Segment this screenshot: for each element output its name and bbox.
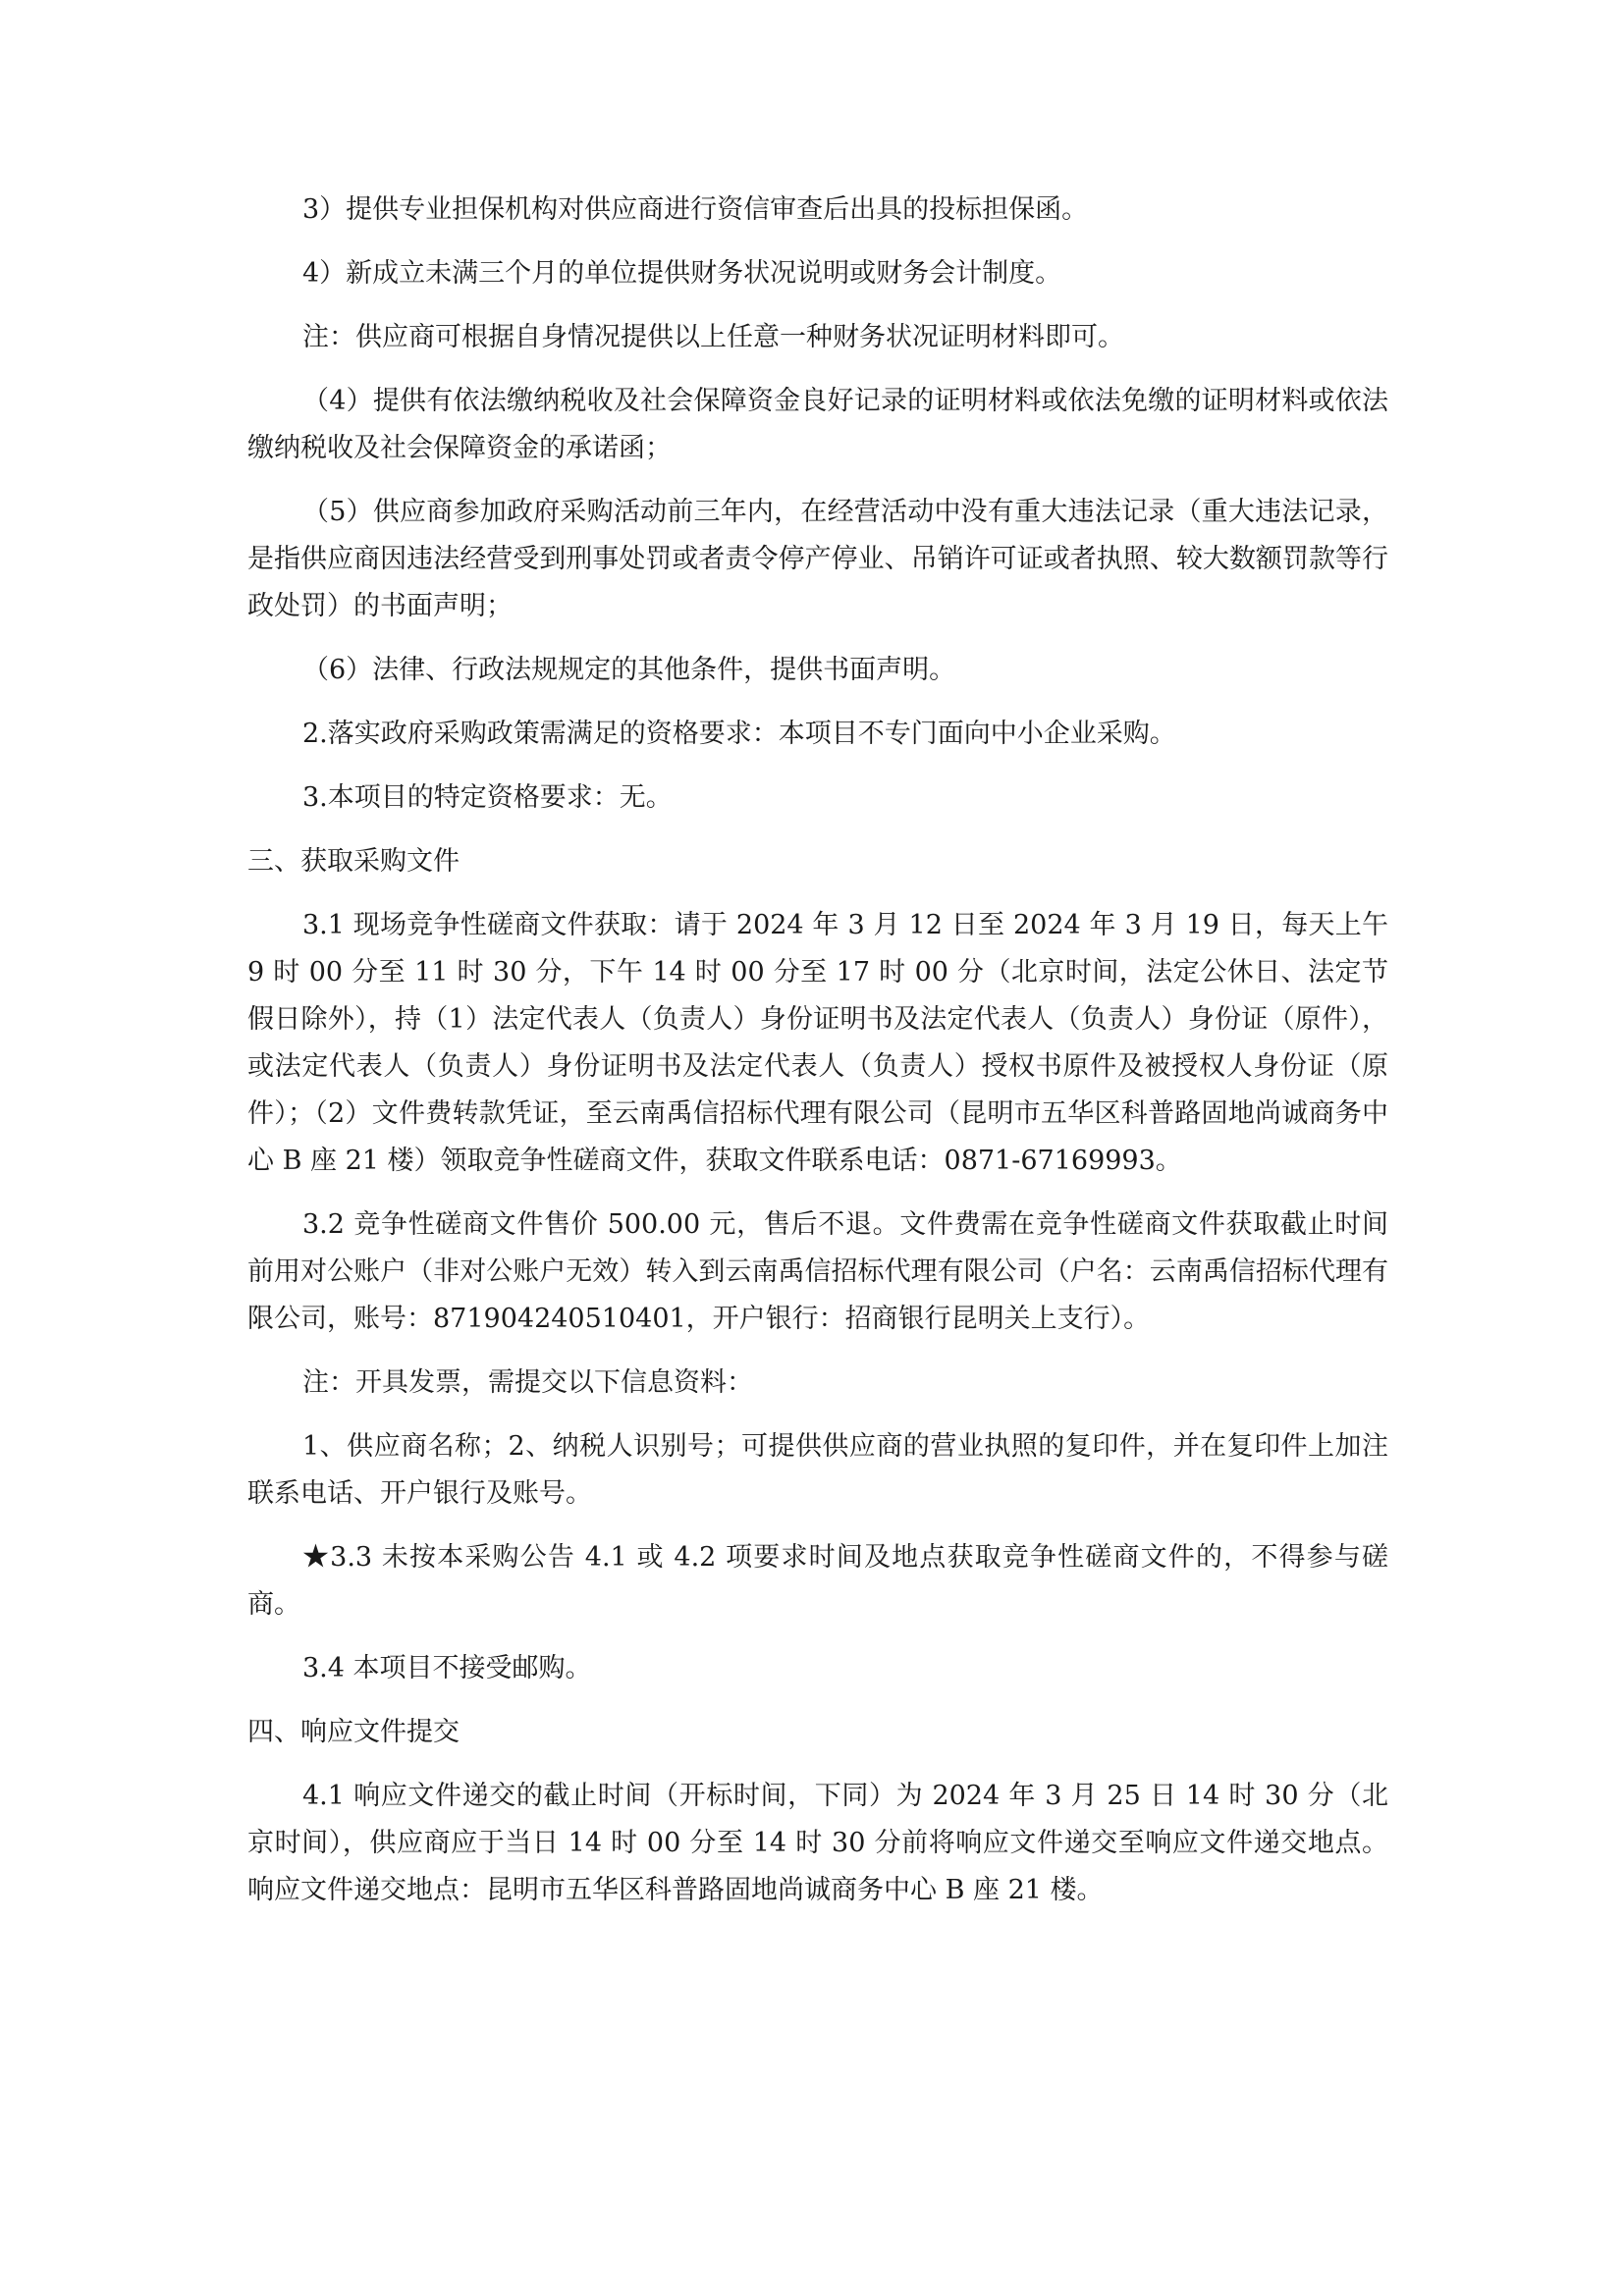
paragraph-new-company: 4）新成立未满三个月的单位提供财务状况说明或财务会计制度。 — [302, 258, 1062, 289]
paragraph-document-price: 3.2 竞争性磋商文件售价 500.00 元，售后不退。文件费需在竞争性磋商文件获取截止时间前用对公账户（非对公账户无效）转入到云南禹信招标代理有限公司（户名：云南禹信招标代理有限公司，账号：871904240510401，开户银行：招商银行昆明关上支行）。 — [247, 1209, 1388, 1334]
paragraph-invoice-note: 注：开具发票，需提交以下信息资料： — [302, 1367, 753, 1398]
paragraph-no-mail-order: 3.4 本项目不接受邮购。 — [302, 1653, 592, 1683]
paragraph-financial-note: 注：供应商可根据自身情况提供以上任意一种财务状况证明材料即可。 — [302, 322, 1124, 352]
paragraph-submission-deadline: 4.1 响应文件递交的截止时间（开标时间，下同）为 2024 年 3 月 25 日 14 时 30 分（北京时间），供应商应于当日 14 时 00 分至 14 时 30 分前将响应文件递交至响应文件递交地点。响应文件递交地点：昆明市五华区科普路固地尚诚商务中心 B 座 21 楼。 — [247, 1781, 1388, 1905]
paragraph-star-requirement: ★3.3 未按本采购公告 4.1 或 4.2 项要求时间及地点获取竞争性磋商文件的，不得参与磋商。 — [247, 1542, 1388, 1620]
paragraph-specific-requirement: 3.本项目的特定资格要求：无。 — [302, 782, 673, 813]
paragraph-obtain-documents: 3.1 现场竞争性磋商文件获取：请于 2024 年 3 月 12 日至 2024 年 3 月 19 日，每天上午 9 时 00 分至 11 时 30 分，下午 14 时 00 分至 17 时 00 分（北京时间，法定公休日、法定节假日除外），持（1）法定代表人（负责人）身份证明书及法定代表人（负责人）身份证（原件），或法定代表人（负责人）身份证明书及法定代表人（负责人）授权书原件及被授权人身份证（原件）；（2）文件费转款凭证，至云南禹信招标代理有限公司（昆明市五华区科普路固地尚诚商务中心 B 座 21 楼）领取竞争性磋商文件，获取文件联系电话：0871-67169993。 — [247, 910, 1388, 1176]
section-heading-submit-response: 四、响应文件提交 — [247, 1717, 460, 1747]
paragraph-other-conditions: （6）法律、行政法规规定的其他条件，提供书面声明。 — [302, 655, 956, 685]
paragraph-tax-social-security: （4）提供有依法缴纳税收及社会保障资金良好记录的证明材料或依法免缴的证明材料或依法缴纳税收及社会保障资金的承诺函； — [247, 386, 1388, 463]
document-page — [247, 187, 1388, 1931]
paragraph-invoice-info: 1、供应商名称；2、纳税人识别号；可提供供应商的营业执照的复印件，并在复印件上加注联系电话、开户银行及账号。 — [247, 1431, 1388, 1509]
paragraph-policy-requirement: 2.落实政府采购政策需满足的资格要求：本项目不专门面向中小企业采购。 — [302, 719, 1176, 749]
paragraph-no-violation: （5）供应商参加政府采购活动前三年内，在经营活动中没有重大违法记录（重大违法记录，是指供应商因违法经营受到刑事处罚或者责令停产停业、吊销许可证或者执照、较大数额罚款等行政处罚）的书面声明； — [247, 497, 1388, 621]
section-heading-obtain-documents: 三、获取采购文件 — [247, 846, 460, 877]
paragraph-guarantee-letter: 3）提供专业担保机构对供应商进行资信审查后出具的投标担保函。 — [302, 194, 1089, 225]
